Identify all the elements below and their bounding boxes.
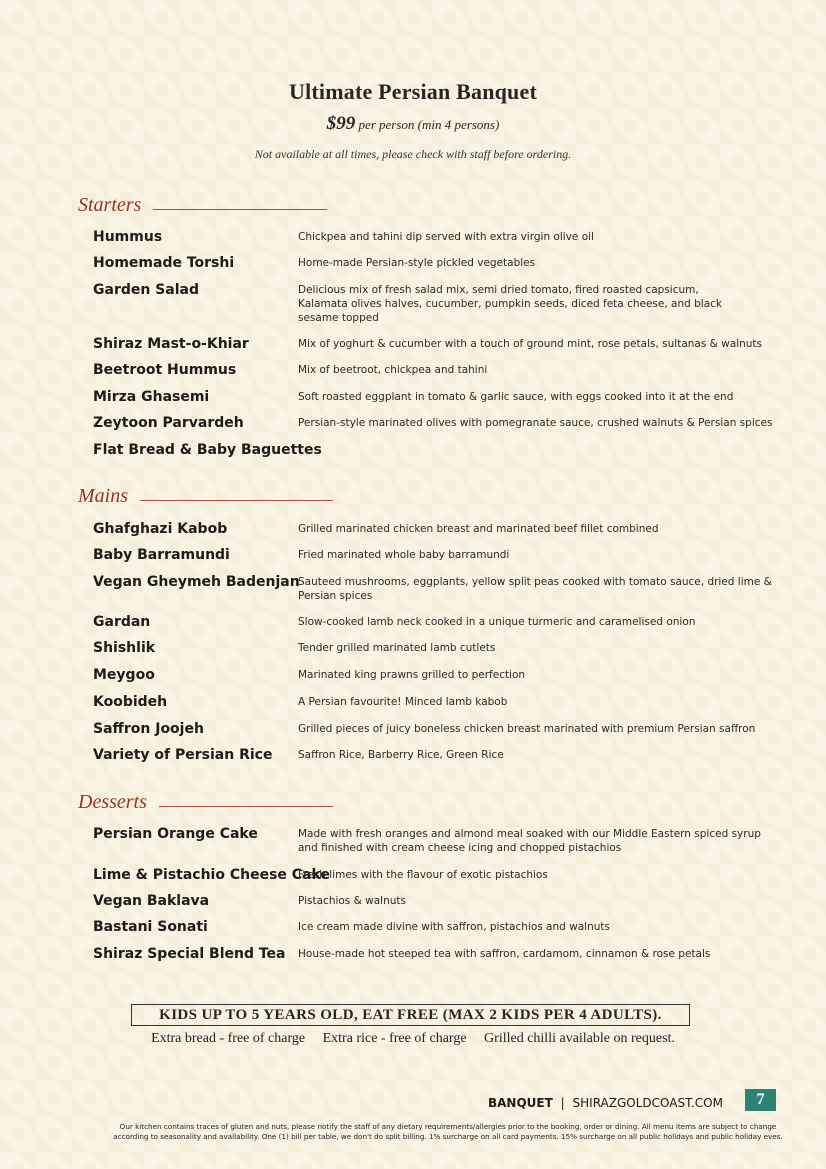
availability-note: Not available at all times, please check with staff before ordering. xyxy=(254,147,572,161)
mains-title: Mains xyxy=(78,485,128,507)
desserts-divider xyxy=(159,806,333,807)
item-name: Vegan Gheymeh Badenjan xyxy=(93,574,300,590)
mains-heading xyxy=(78,485,333,508)
item-name: Zeytoon Parvardeh xyxy=(93,415,244,431)
item-name: Baby Barramundi xyxy=(93,547,230,563)
menu-item xyxy=(93,441,783,459)
item-name: Lime & Pistachio Cheese Cake xyxy=(93,867,330,883)
item-name: Flat Bread & Baby Baguettes xyxy=(93,442,322,458)
menu-item xyxy=(93,892,783,910)
item-name: Vegan Baklava xyxy=(93,893,210,909)
item-desc: Persian-style marinated olives with pomegranate sauce, crushed walnuts & Persian spices xyxy=(298,417,773,429)
item-desc: Slow-cooked lamb neck cooked in a unique turmeric and caramelised onion xyxy=(298,616,696,628)
item-desc: Tender grilled marinated lamb cutlets xyxy=(298,642,496,654)
item-desc: Grilled marinated chicken breast and marinated beef fillet combined xyxy=(298,523,659,535)
starters-divider xyxy=(153,209,327,210)
item-name: Saffron Joojeh xyxy=(93,721,204,737)
menu-item xyxy=(93,720,783,738)
item-desc: Sauteed mushrooms, eggplants, yellow split peas cooked with tomato sauce, dried lime & Persian spices xyxy=(298,576,772,602)
price-line xyxy=(0,113,826,135)
starters-heading xyxy=(78,194,327,217)
item-name: Bastani Sonati xyxy=(93,919,208,935)
item-desc: Ice cream made divine with saffron, pistachios and walnuts xyxy=(298,921,610,933)
price-amount: $99 xyxy=(326,113,356,134)
item-name: Shishlik xyxy=(93,640,156,656)
item-desc: Delicious mix of fresh salad mix, semi dried tomato, fired roasted capsicum, Kalamata olives halves, cucumber, pumpkin seeds, diced feta cheese, and black sesame topped xyxy=(298,284,722,324)
menu-item xyxy=(93,520,783,538)
disclaimer-line-2: according to seasonality and availability. One (1) bill per table, we don't do split billing. 1% surcharge on all card payments. 15% surcharge on all public holidays and public holiday eves. xyxy=(113,1132,783,1141)
item-name: Persian Orange Cake xyxy=(93,826,258,842)
menu-item xyxy=(93,825,783,855)
item-name: Mirza Ghasemi xyxy=(93,389,210,405)
item-desc: Fresh limes with the flavour of exotic pistachios xyxy=(298,869,548,881)
chilli-text: Grilled chilli available on request. xyxy=(484,1031,675,1046)
item-name: Gardan xyxy=(93,614,151,630)
disclaimer xyxy=(108,1122,788,1142)
price-text: per person (min 4 persons) xyxy=(358,117,500,132)
item-desc: Marinated king prawns grilled to perfection xyxy=(298,669,526,681)
item-name: Beetroot Hummus xyxy=(93,362,237,378)
menu-item xyxy=(93,918,783,936)
menu-item xyxy=(93,254,783,272)
item-name: Hummus xyxy=(93,229,163,245)
item-name: Homemade Torshi xyxy=(93,255,235,271)
menu-item xyxy=(93,361,783,379)
item-desc: Mix of yoghurt & cucumber with a touch of ground mint, rose petals, sultanas & walnuts xyxy=(298,338,763,350)
menu-item xyxy=(93,388,783,406)
menu-item xyxy=(93,639,783,657)
item-name: Koobideh xyxy=(93,694,168,710)
item-desc: A Persian favourite! Minced lamb kabob xyxy=(298,696,508,708)
menu-item xyxy=(93,866,783,884)
kids-banner: KIDS UP TO 5 YEARS OLD, EAT FREE (MAX 2 KIDS PER 4 ADULTS). xyxy=(131,1004,690,1026)
menu-item xyxy=(93,335,783,353)
footer-website-link[interactable]: SHIRAZGOLDCOAST.COM xyxy=(572,1096,723,1110)
menu-item xyxy=(93,945,783,963)
item-desc: Soft roasted eggplant in tomato & garlic sauce, with eggs cooked into it at the end xyxy=(298,391,734,403)
menu-item xyxy=(93,573,783,603)
item-desc: Pistachios & walnuts xyxy=(298,895,406,907)
footer-site xyxy=(488,1096,723,1110)
item-desc: Home-made Persian-style pickled vegetables xyxy=(298,257,536,269)
menu-item xyxy=(93,281,783,325)
mains-divider xyxy=(140,500,333,501)
item-desc: Chickpea and tahini dip served with extra virgin olive oil xyxy=(298,231,594,243)
item-desc: Mix of beetroot, chickpea and tahini xyxy=(298,364,488,376)
extras-line xyxy=(0,1031,826,1047)
item-name: Shiraz Special Blend Tea xyxy=(93,946,286,962)
item-desc: House-made hot steeped tea with saffron, cardamom, cinnamon & rose petals xyxy=(298,948,711,960)
extra-bread-text: Extra bread - free of charge xyxy=(151,1031,306,1046)
item-name: Shiraz Mast-o-Khiar xyxy=(93,336,249,352)
page-title: Ultimate Persian Banquet xyxy=(288,79,537,104)
page-number-badge: 7 xyxy=(745,1089,776,1111)
item-desc: Fried marinated whole baby barramundi xyxy=(298,549,510,561)
item-name: Ghafghazi Kabob xyxy=(93,521,228,537)
menu-item xyxy=(93,746,783,764)
item-desc: Grilled pieces of juicy boneless chicken breast marinated with premium Persian saffron xyxy=(298,723,756,735)
menu-item xyxy=(93,693,783,711)
extra-rice-text: Extra rice - free of charge xyxy=(322,1031,467,1046)
menu-item xyxy=(93,613,783,631)
footer-section: BANQUET xyxy=(488,1096,553,1110)
item-desc: Made with fresh oranges and almond meal soaked with our Middle Eastern spiced syrup and finished with cream cheese icing and chopped pistachios xyxy=(298,828,761,854)
menu-item xyxy=(93,546,783,564)
disclaimer-line-1: Our kitchen contains traces of gluten and nuts, please notify the staff of any dietary requirements/allergies prior to the booking, order or dining. All menu items are subject to change xyxy=(119,1122,777,1131)
menu-item xyxy=(93,414,783,432)
footer-separator: | xyxy=(560,1096,565,1110)
menu-item xyxy=(93,666,783,684)
item-desc: Saffron Rice, Barberry Rice, Green Rice xyxy=(298,749,504,761)
starters-title: Starters xyxy=(78,194,142,216)
item-name: Garden Salad xyxy=(93,282,199,298)
menu-item xyxy=(93,228,594,246)
desserts-heading xyxy=(78,791,333,814)
desserts-title: Desserts xyxy=(78,791,147,813)
item-name: Variety of Persian Rice xyxy=(93,747,273,763)
item-name: Meygoo xyxy=(93,667,155,683)
